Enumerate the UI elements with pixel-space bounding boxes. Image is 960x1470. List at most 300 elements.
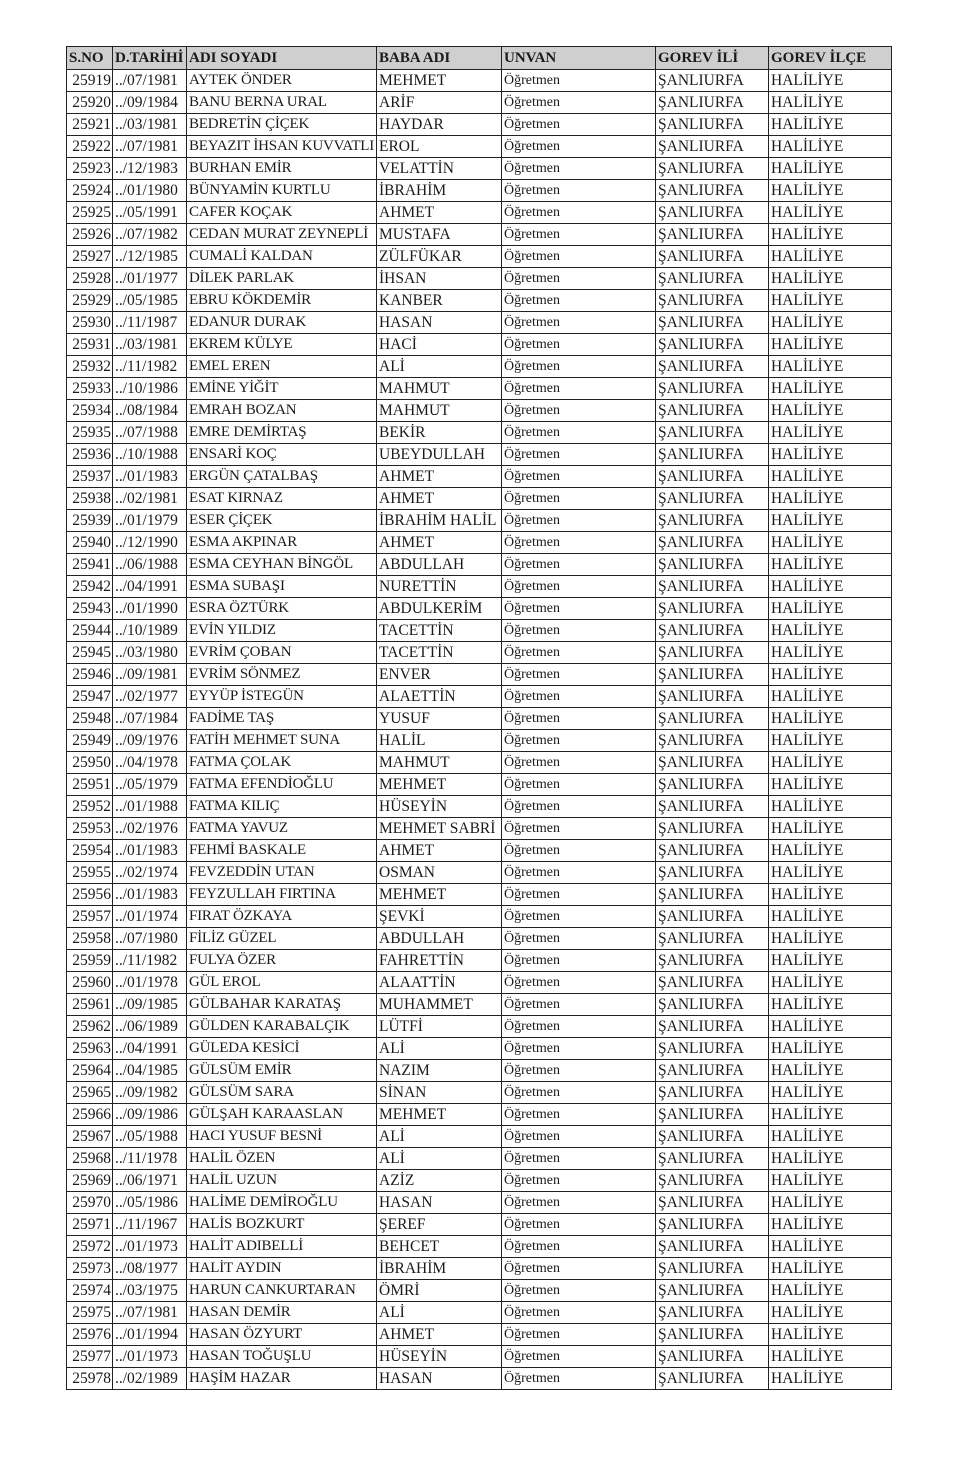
table-row	[67, 1060, 892, 1082]
name-cell: HALİME DEMİROĞLU	[187, 1192, 377, 1214]
district-cell: HALİLİYE	[769, 1082, 892, 1104]
province-cell: ŞANLIURFA	[656, 532, 769, 554]
table-row	[67, 510, 892, 532]
father-name-cell: HACİ	[377, 334, 502, 356]
birth-date-cell: ../01/1973	[113, 1346, 187, 1368]
birth-date-cell: ../08/1977	[113, 1258, 187, 1280]
title-cell: Öğretmen	[502, 774, 656, 796]
sno-cell: 25931	[67, 334, 113, 356]
title-cell: Öğretmen	[502, 730, 656, 752]
table-row	[67, 532, 892, 554]
father-name-cell: FAHRETTİN	[377, 950, 502, 972]
name-cell: HARUN CANKURTARAN	[187, 1280, 377, 1302]
table-row	[67, 114, 892, 136]
sno-cell: 25933	[67, 378, 113, 400]
name-cell: BEYAZIT İHSAN KUVVATLI	[187, 136, 377, 158]
title-cell: Öğretmen	[502, 312, 656, 334]
birth-date-cell: ../06/1988	[113, 554, 187, 576]
district-cell: HALİLİYE	[769, 356, 892, 378]
title-cell: Öğretmen	[502, 290, 656, 312]
name-cell: EMRAH BOZAN	[187, 400, 377, 422]
title-cell: Öğretmen	[502, 378, 656, 400]
province-cell: ŞANLIURFA	[656, 686, 769, 708]
table-row	[67, 1324, 892, 1346]
name-cell: EDANUR DURAK	[187, 312, 377, 334]
title-cell: Öğretmen	[502, 444, 656, 466]
province-cell: ŞANLIURFA	[656, 730, 769, 752]
title-cell: Öğretmen	[502, 1038, 656, 1060]
district-cell: HALİLİYE	[769, 1038, 892, 1060]
sno-cell: 25928	[67, 268, 113, 290]
birth-date-cell: ../09/1985	[113, 994, 187, 1016]
table-row	[67, 422, 892, 444]
province-cell: ŞANLIURFA	[656, 862, 769, 884]
province-cell: ŞANLIURFA	[656, 1258, 769, 1280]
title-cell: Öğretmen	[502, 576, 656, 598]
sno-cell: 25934	[67, 400, 113, 422]
birth-date-cell: ../10/1988	[113, 444, 187, 466]
name-cell: BANU BERNA URAL	[187, 92, 377, 114]
province-cell: ŞANLIURFA	[656, 884, 769, 906]
district-cell: HALİLİYE	[769, 1126, 892, 1148]
birth-date-cell: ../01/1978	[113, 972, 187, 994]
sno-cell: 25950	[67, 752, 113, 774]
sno-cell: 25965	[67, 1082, 113, 1104]
birth-date-cell: ../08/1984	[113, 400, 187, 422]
father-name-cell: AHMET	[377, 202, 502, 224]
name-cell: HALİS BOZKURT	[187, 1214, 377, 1236]
name-cell: GÜLDEN KARABALÇIK	[187, 1016, 377, 1038]
table-row	[67, 158, 892, 180]
district-cell: HALİLİYE	[769, 664, 892, 686]
title-cell: Öğretmen	[502, 928, 656, 950]
name-cell: CUMALİ KALDAN	[187, 246, 377, 268]
sno-cell: 25929	[67, 290, 113, 312]
title-cell: Öğretmen	[502, 554, 656, 576]
district-cell: HALİLİYE	[769, 1280, 892, 1302]
birth-date-cell: ../05/1979	[113, 774, 187, 796]
sno-cell: 25920	[67, 92, 113, 114]
sno-cell: 25930	[67, 312, 113, 334]
province-cell: ŞANLIURFA	[656, 950, 769, 972]
title-cell: Öğretmen	[502, 1060, 656, 1082]
district-cell: HALİLİYE	[769, 92, 892, 114]
district-cell: HALİLİYE	[769, 774, 892, 796]
father-name-cell: ALİ	[377, 1038, 502, 1060]
district-cell: HALİLİYE	[769, 1214, 892, 1236]
name-cell: BURHAN EMİR	[187, 158, 377, 180]
father-name-cell: MEHMET	[377, 884, 502, 906]
father-name-cell: MAHMUT	[377, 400, 502, 422]
title-cell: Öğretmen	[502, 92, 656, 114]
birth-date-cell: ../04/1991	[113, 1038, 187, 1060]
father-name-cell: EROL	[377, 136, 502, 158]
birth-date-cell: ../07/1984	[113, 708, 187, 730]
district-cell: HALİLİYE	[769, 1258, 892, 1280]
table-row	[67, 356, 892, 378]
birth-date-cell: ../04/1991	[113, 576, 187, 598]
province-cell: ŞANLIURFA	[656, 488, 769, 510]
table-row	[67, 136, 892, 158]
sno-cell: 25923	[67, 158, 113, 180]
birth-date-cell: ../09/1986	[113, 1104, 187, 1126]
table-row	[67, 224, 892, 246]
district-cell: HALİLİYE	[769, 884, 892, 906]
table-row	[67, 840, 892, 862]
title-cell: Öğretmen	[502, 1324, 656, 1346]
personnel-table	[66, 46, 892, 1390]
birth-date-cell: ../01/1973	[113, 1236, 187, 1258]
sno-cell: 25966	[67, 1104, 113, 1126]
table-row	[67, 1016, 892, 1038]
table-row	[67, 1258, 892, 1280]
title-cell: Öğretmen	[502, 686, 656, 708]
name-cell: HALİL ÖZEN	[187, 1148, 377, 1170]
table-row	[67, 818, 892, 840]
table-row	[67, 1148, 892, 1170]
name-cell: HALİT AYDIN	[187, 1258, 377, 1280]
birth-date-cell: ../05/1985	[113, 290, 187, 312]
district-cell: HALİLİYE	[769, 862, 892, 884]
birth-date-cell: ../01/1974	[113, 906, 187, 928]
birth-date-cell: ../02/1989	[113, 1368, 187, 1390]
title-cell: Öğretmen	[502, 1236, 656, 1258]
sno-cell: 25937	[67, 466, 113, 488]
name-cell: EVRİM SÖNMEZ	[187, 664, 377, 686]
birth-date-cell: ../01/1977	[113, 268, 187, 290]
district-cell: HALİLİYE	[769, 1346, 892, 1368]
district-cell: HALİLİYE	[769, 334, 892, 356]
birth-date-cell: ../06/1989	[113, 1016, 187, 1038]
birth-date-cell: ../12/1990	[113, 532, 187, 554]
sno-cell: 25973	[67, 1258, 113, 1280]
table-row	[67, 620, 892, 642]
father-name-cell: HASAN	[377, 1368, 502, 1390]
birth-date-cell: ../03/1975	[113, 1280, 187, 1302]
birth-date-cell: ../07/1981	[113, 136, 187, 158]
province-cell: ŞANLIURFA	[656, 246, 769, 268]
table-row	[67, 972, 892, 994]
district-cell: HALİLİYE	[769, 70, 892, 92]
table-row	[67, 1170, 892, 1192]
table-row	[67, 1038, 892, 1060]
title-cell: Öğretmen	[502, 334, 656, 356]
province-cell: ŞANLIURFA	[656, 1368, 769, 1390]
header-sno: S.NO	[67, 47, 113, 70]
title-cell: Öğretmen	[502, 1192, 656, 1214]
table-row	[67, 444, 892, 466]
province-cell: ŞANLIURFA	[656, 1104, 769, 1126]
table-row	[67, 1280, 892, 1302]
sno-cell: 25938	[67, 488, 113, 510]
province-cell: ŞANLIURFA	[656, 1148, 769, 1170]
birth-date-cell: ../02/1981	[113, 488, 187, 510]
sno-cell: 25951	[67, 774, 113, 796]
title-cell: Öğretmen	[502, 862, 656, 884]
birth-date-cell: ../02/1976	[113, 818, 187, 840]
province-cell: ŞANLIURFA	[656, 224, 769, 246]
title-cell: Öğretmen	[502, 510, 656, 532]
father-name-cell: ARİF	[377, 92, 502, 114]
father-name-cell: ALİ	[377, 1302, 502, 1324]
table-row	[67, 752, 892, 774]
birth-date-cell: ../01/1983	[113, 466, 187, 488]
father-name-cell: AHMET	[377, 466, 502, 488]
province-cell: ŞANLIURFA	[656, 994, 769, 1016]
birth-date-cell: ../10/1989	[113, 620, 187, 642]
father-name-cell: HASAN	[377, 1192, 502, 1214]
title-cell: Öğretmen	[502, 356, 656, 378]
birth-date-cell: ../12/1983	[113, 158, 187, 180]
title-cell: Öğretmen	[502, 180, 656, 202]
province-cell: ŞANLIURFA	[656, 466, 769, 488]
father-name-cell: UBEYDULLAH	[377, 444, 502, 466]
district-cell: HALİLİYE	[769, 532, 892, 554]
province-cell: ŞANLIURFA	[656, 642, 769, 664]
father-name-cell: SİNAN	[377, 1082, 502, 1104]
sno-cell: 25932	[67, 356, 113, 378]
table-row	[67, 202, 892, 224]
header-birth-date: D.TARİHİ	[113, 47, 187, 70]
district-cell: HALİLİYE	[769, 1170, 892, 1192]
birth-date-cell: ../10/1986	[113, 378, 187, 400]
sno-cell: 25961	[67, 994, 113, 1016]
sno-cell: 25941	[67, 554, 113, 576]
province-cell: ŞANLIURFA	[656, 818, 769, 840]
sno-cell: 25947	[67, 686, 113, 708]
sno-cell: 25974	[67, 1280, 113, 1302]
table-row	[67, 1104, 892, 1126]
province-cell: ŞANLIURFA	[656, 510, 769, 532]
name-cell: FATMA YAVUZ	[187, 818, 377, 840]
table-header-row	[67, 47, 892, 70]
birth-date-cell: ../07/1980	[113, 928, 187, 950]
title-cell: Öğretmen	[502, 972, 656, 994]
district-cell: HALİLİYE	[769, 730, 892, 752]
province-cell: ŞANLIURFA	[656, 1038, 769, 1060]
name-cell: FATİH MEHMET SUNA	[187, 730, 377, 752]
sno-cell: 25946	[67, 664, 113, 686]
title-cell: Öğretmen	[502, 1368, 656, 1390]
district-cell: HALİLİYE	[769, 598, 892, 620]
name-cell: GÜLBAHAR KARATAŞ	[187, 994, 377, 1016]
father-name-cell: ENVER	[377, 664, 502, 686]
province-cell: ŞANLIURFA	[656, 92, 769, 114]
title-cell: Öğretmen	[502, 620, 656, 642]
province-cell: ŞANLIURFA	[656, 620, 769, 642]
table-row	[67, 1236, 892, 1258]
title-cell: Öğretmen	[502, 1280, 656, 1302]
header-name-surname: ADI SOYADI	[187, 47, 377, 70]
district-cell: HALİLİYE	[769, 576, 892, 598]
table-row	[67, 884, 892, 906]
sno-cell: 25971	[67, 1214, 113, 1236]
table-row	[67, 774, 892, 796]
name-cell: EMEL EREN	[187, 356, 377, 378]
birth-date-cell: ../09/1976	[113, 730, 187, 752]
province-cell: ŞANLIURFA	[656, 268, 769, 290]
father-name-cell: AHMET	[377, 1324, 502, 1346]
district-cell: HALİLİYE	[769, 554, 892, 576]
name-cell: EMİNE YİĞİT	[187, 378, 377, 400]
title-cell: Öğretmen	[502, 598, 656, 620]
province-cell: ŞANLIURFA	[656, 1324, 769, 1346]
district-cell: HALİLİYE	[769, 114, 892, 136]
sno-cell: 25922	[67, 136, 113, 158]
table-row	[67, 400, 892, 422]
sno-cell: 25943	[67, 598, 113, 620]
district-cell: HALİLİYE	[769, 1016, 892, 1038]
title-cell: Öğretmen	[502, 532, 656, 554]
title-cell: Öğretmen	[502, 906, 656, 928]
district-cell: HALİLİYE	[769, 202, 892, 224]
father-name-cell: LÜTFİ	[377, 1016, 502, 1038]
province-cell: ŞANLIURFA	[656, 1016, 769, 1038]
sno-cell: 25919	[67, 70, 113, 92]
province-cell: ŞANLIURFA	[656, 114, 769, 136]
name-cell: EVİN YILDIZ	[187, 620, 377, 642]
table-row	[67, 378, 892, 400]
district-cell: HALİLİYE	[769, 444, 892, 466]
father-name-cell: ABDULLAH	[377, 928, 502, 950]
sno-cell: 25935	[67, 422, 113, 444]
sno-cell: 25945	[67, 642, 113, 664]
name-cell: ENSARİ KOÇ	[187, 444, 377, 466]
province-cell: ŞANLIURFA	[656, 70, 769, 92]
sno-cell: 25925	[67, 202, 113, 224]
province-cell: ŞANLIURFA	[656, 158, 769, 180]
name-cell: GÜLSÜM EMİR	[187, 1060, 377, 1082]
table-row	[67, 488, 892, 510]
table-row	[67, 708, 892, 730]
sno-cell: 25978	[67, 1368, 113, 1390]
district-cell: HALİLİYE	[769, 224, 892, 246]
name-cell: FADİME TAŞ	[187, 708, 377, 730]
sno-cell: 25977	[67, 1346, 113, 1368]
father-name-cell: AHMET	[377, 488, 502, 510]
name-cell: FİLİZ GÜZEL	[187, 928, 377, 950]
province-cell: ŞANLIURFA	[656, 356, 769, 378]
district-cell: HALİLİYE	[769, 1148, 892, 1170]
title-cell: Öğretmen	[502, 400, 656, 422]
title-cell: Öğretmen	[502, 1258, 656, 1280]
district-cell: HALİLİYE	[769, 422, 892, 444]
father-name-cell: NAZIM	[377, 1060, 502, 1082]
district-cell: HALİLİYE	[769, 796, 892, 818]
birth-date-cell: ../01/1990	[113, 598, 187, 620]
name-cell: DİLEK PARLAK	[187, 268, 377, 290]
district-cell: HALİLİYE	[769, 1324, 892, 1346]
name-cell: EMRE DEMİRTAŞ	[187, 422, 377, 444]
father-name-cell: ALİ	[377, 356, 502, 378]
title-cell: Öğretmen	[502, 664, 656, 686]
father-name-cell: ALİ	[377, 1148, 502, 1170]
district-cell: HALİLİYE	[769, 136, 892, 158]
birth-date-cell: ../05/1991	[113, 202, 187, 224]
province-cell: ŞANLIURFA	[656, 1214, 769, 1236]
title-cell: Öğretmen	[502, 840, 656, 862]
father-name-cell: AZİZ	[377, 1170, 502, 1192]
district-cell: HALİLİYE	[769, 400, 892, 422]
name-cell: AYTEK ÖNDER	[187, 70, 377, 92]
name-cell: EKREM KÜLYE	[187, 334, 377, 356]
birth-date-cell: ../01/1979	[113, 510, 187, 532]
sno-cell: 25962	[67, 1016, 113, 1038]
district-cell: HALİLİYE	[769, 708, 892, 730]
district-cell: HALİLİYE	[769, 1368, 892, 1390]
header-father-name: BABA ADI	[377, 47, 502, 70]
district-cell: HALİLİYE	[769, 1192, 892, 1214]
province-cell: ŞANLIURFA	[656, 664, 769, 686]
district-cell: HALİLİYE	[769, 290, 892, 312]
birth-date-cell: ../01/1994	[113, 1324, 187, 1346]
father-name-cell: ALİ	[377, 1126, 502, 1148]
province-cell: ŞANLIURFA	[656, 598, 769, 620]
province-cell: ŞANLIURFA	[656, 1126, 769, 1148]
header-duty-district: GOREV İLÇE	[769, 47, 892, 70]
sno-cell: 25957	[67, 906, 113, 928]
sno-cell: 25969	[67, 1170, 113, 1192]
name-cell: HAŞİM HAZAR	[187, 1368, 377, 1390]
birth-date-cell: ../11/1978	[113, 1148, 187, 1170]
province-cell: ŞANLIURFA	[656, 752, 769, 774]
title-cell: Öğretmen	[502, 70, 656, 92]
province-cell: ŞANLIURFA	[656, 1192, 769, 1214]
table-row	[67, 730, 892, 752]
birth-date-cell: ../01/1988	[113, 796, 187, 818]
title-cell: Öğretmen	[502, 1104, 656, 1126]
header-title: UNVAN	[502, 47, 656, 70]
district-cell: HALİLİYE	[769, 158, 892, 180]
birth-date-cell: ../11/1967	[113, 1214, 187, 1236]
sno-cell: 25967	[67, 1126, 113, 1148]
title-cell: Öğretmen	[502, 466, 656, 488]
province-cell: ŞANLIURFA	[656, 708, 769, 730]
father-name-cell: İBRAHİM HALİL	[377, 510, 502, 532]
table-row	[67, 1192, 892, 1214]
district-cell: HALİLİYE	[769, 752, 892, 774]
birth-date-cell: ../02/1974	[113, 862, 187, 884]
name-cell: EBRU KÖKDEMİR	[187, 290, 377, 312]
title-cell: Öğretmen	[502, 158, 656, 180]
table-row	[67, 950, 892, 972]
table-row	[67, 554, 892, 576]
district-cell: HALİLİYE	[769, 972, 892, 994]
sno-cell: 25958	[67, 928, 113, 950]
sno-cell: 25954	[67, 840, 113, 862]
birth-date-cell: ../01/1983	[113, 840, 187, 862]
father-name-cell: ABDULKERİM	[377, 598, 502, 620]
birth-date-cell: ../11/1982	[113, 950, 187, 972]
sno-cell: 25959	[67, 950, 113, 972]
province-cell: ŞANLIURFA	[656, 334, 769, 356]
name-cell: CAFER KOÇAK	[187, 202, 377, 224]
district-cell: HALİLİYE	[769, 510, 892, 532]
district-cell: HALİLİYE	[769, 312, 892, 334]
province-cell: ŞANLIURFA	[656, 576, 769, 598]
sno-cell: 25944	[67, 620, 113, 642]
table-row	[67, 796, 892, 818]
father-name-cell: YUSUF	[377, 708, 502, 730]
birth-date-cell: ../01/1983	[113, 884, 187, 906]
name-cell: FEVZEDDİN UTAN	[187, 862, 377, 884]
table-row	[67, 1346, 892, 1368]
sno-cell: 25960	[67, 972, 113, 994]
father-name-cell: MEHMET SABRİ	[377, 818, 502, 840]
title-cell: Öğretmen	[502, 488, 656, 510]
title-cell: Öğretmen	[502, 136, 656, 158]
table-row	[67, 1214, 892, 1236]
